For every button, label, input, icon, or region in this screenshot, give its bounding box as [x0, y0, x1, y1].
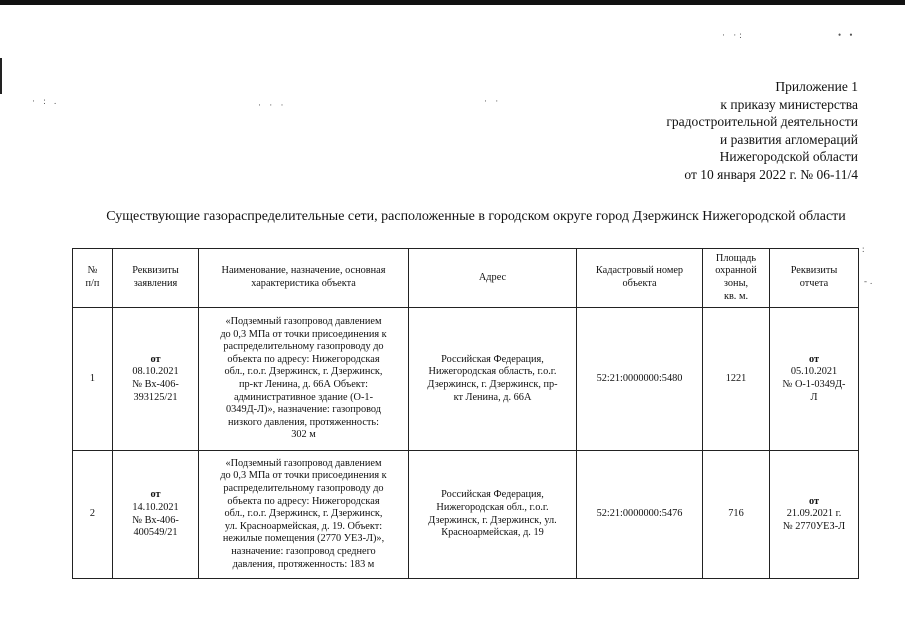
cell-report: от 21.09.2021 г. № 2770УЕЗ-Л — [770, 451, 859, 579]
cell-cadastral: 52:21:0000000:5480 — [577, 308, 703, 451]
scan-speck: · ·: — [722, 30, 745, 40]
appendix-line: Приложение 1 — [775, 79, 858, 94]
cell-report: от 05.10.2021 № О-1-0349Д- Л — [770, 308, 859, 451]
cell-cadastral: 52:21:0000000:5476 — [577, 451, 703, 579]
scan-speck: : — [862, 244, 868, 254]
scan-top-border — [0, 0, 905, 5]
appendix-line: и развития агломераций — [719, 131, 858, 147]
header-area: Площадь охранной зоны, кв. м. — [703, 249, 770, 308]
scan-speck: · : . — [32, 96, 60, 106]
cell-address: Российская Федерация, Нижегородская обл., г.о.г. Дзержинск, г. Дзержинск, ул. Красноармейская, д. 19 — [409, 451, 577, 579]
header-description: Наименование, назначение, основная характеристика объекта — [199, 249, 409, 308]
cell-area: 1221 — [703, 308, 770, 451]
gas-networks-table — [72, 248, 859, 579]
cell-request: от 14.10.2021 № Вх-406- 400549/21 — [113, 451, 199, 579]
cell-num: 1 — [73, 308, 113, 451]
cell-area: 716 — [703, 451, 770, 579]
scan-speck: • • — [838, 30, 856, 40]
table-header-row — [73, 249, 859, 308]
header-address: Адрес — [409, 249, 577, 308]
table-row — [73, 451, 859, 579]
scan-speck: · · — [484, 96, 502, 106]
cell-num: 2 — [73, 451, 113, 579]
document-title: Существующие газораспределительные сети, расположенные в городском округе город Дзержинск Нижегородской области — [106, 209, 846, 224]
header-report: Реквизиты отчета — [770, 249, 859, 308]
table-row — [73, 308, 859, 451]
scan-left-mark — [0, 58, 2, 94]
header-cadastral: Кадастровый номер объекта — [577, 249, 703, 308]
header-request: Реквизиты заявления — [113, 249, 199, 308]
cell-description: «Подземный газопровод давлением до 0,3 МПа от точки присоединения к распределительному газопроводу до объекта по адресу: Нижегородская обл., г.о.г. Дзержинск, г. Дзержинск, ул. Красноармейская, д. 19. Объект: нежилые помещения (2770 УЕЗ-Л)», назначение: газопровод среднего давления, протяженность: 183 м — [199, 451, 409, 579]
cell-description: «Подземный газопровод давлением до 0,3 МПа от точки присоединения к распределительному газопроводу до объекта по адресу: Нижегородская обл., г.о.г. Дзержинск, г. Дзержинск, пр-кт Ленина, д. 66А Объект: административное здание (О-1- 0349Д-Л)», назначение: газопровод низкого давления, протяженность: 302 м — [199, 308, 409, 451]
appendix-line: градостроительной деятельности — [666, 114, 858, 130]
scan-speck: -. — [864, 276, 876, 286]
cell-request: от 08.10.2021 № Вх-406- 393125/21 — [113, 308, 199, 451]
scan-speck: · · · — [258, 100, 287, 110]
appendix-block — [666, 78, 858, 184]
appendix-line: Нижегородской области — [719, 149, 858, 165]
cell-address: Российская Федерация, Нижегородская область, г.о.г. Дзержинск, г. Дзержинск, пр- кт Ленина, д. 66А — [409, 308, 577, 451]
header-num: № п/п — [73, 249, 113, 308]
appendix-line: от 10 января 2022 г. № 06-11/4 — [684, 166, 858, 182]
appendix-line: к приказу министерства — [720, 96, 858, 112]
